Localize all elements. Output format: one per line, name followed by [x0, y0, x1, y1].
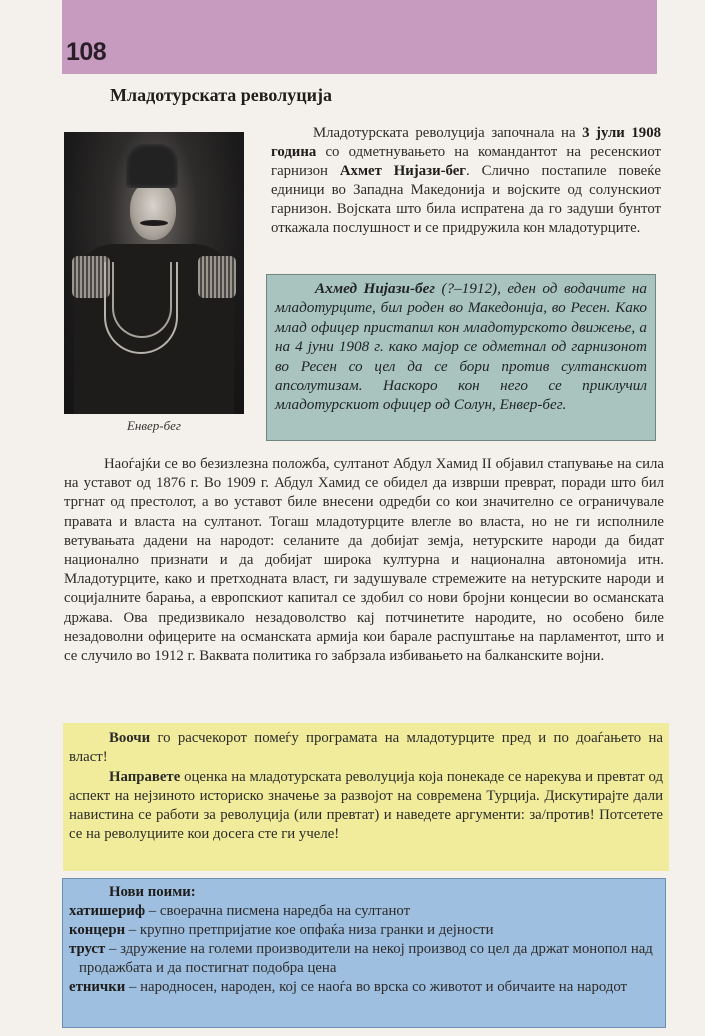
intro-paragraph — [271, 124, 661, 238]
photo-epaulet-right — [198, 256, 236, 298]
portrait-photo-icon — [64, 132, 244, 414]
section-title: Младотурската револуција — [110, 85, 332, 105]
task-item — [69, 729, 663, 768]
term-item — [69, 940, 659, 978]
photo-aiguillette-inner — [112, 262, 172, 338]
photo-caption: Енвер-бег — [126, 418, 181, 433]
photo-fez-hat — [126, 144, 178, 188]
term-word: етнички — [69, 979, 126, 995]
term-item — [69, 902, 659, 921]
main-paragraph: Наоѓајќи се во безизлезна положба, султанот Абдул Хамид II објавил стапување на сила на уставот од 1876 г. Во 1909 г. Абдул Хамид се обидел да изврши преврат, поради што бил тргнат од престолот, а во уставот биле внесени одредби со кои значително се ограничувале правата и власта на султанот. Тогаш младотурците влегле во власта, но не ги исполниле ветувањата дадени на народот: селаните да добијат земја, нетурските народи да бидат национално признати и да добијат широка културна и национална автономија итн. Младотурците, како и претходната власт, ги задушувале стремежите на нетурските народи и социјалните барања, а европскиот капитал се здобил со нови бројни концесии во османската држава. Ова предизвикало незадоволство кај потчинетите народите, но особено биле незадоволни офицерите на османската армија кои барале распуштање на парламентот, што и се случило во 1912 г. Ваквата политика го забрзала избивањето на балканските војни. — [64, 456, 664, 665]
term-word: концерн — [69, 922, 126, 938]
task-text: го расчекорот помеѓу програмата на младотурците пред и по доаѓањето на власт! — [69, 730, 663, 766]
biography-box — [266, 274, 656, 441]
task-keyword: Направете — [109, 768, 181, 785]
term-definition: – здружение на големи производители на некој производ со цел да држат монопол над продажбата и да постигнат подобра цена — [79, 941, 653, 976]
task-keyword: Воочи — [109, 730, 151, 746]
task-box — [63, 723, 669, 871]
biography-text — [275, 279, 647, 415]
biography-name: Ахмед Нијази-бег — [315, 280, 435, 297]
photo-face — [130, 182, 176, 240]
term-word: труст — [69, 941, 106, 957]
page-number: 108 — [66, 38, 107, 66]
term-word: хатишериф — [69, 903, 146, 919]
new-terms-title: Нови поими: — [109, 884, 196, 900]
biography-body: (?–1912), еден од водачите на младотурците, бил роден во Македонија, во Ресен. Како млад офицер пристапил кон младотурското движење, а на 4 јуни 1908 г. како мајор се одметнал од гарнизонот во Ресен со цел да се бори против султанскиот апсолутизам. Наскоро кон него се приклучил младотурскиот офицер од Солун, Енвер-бег. — [275, 280, 647, 414]
task-item — [69, 768, 663, 845]
term-definition: – своерачна писмена наредба на султанот — [145, 903, 411, 919]
term-definition: – крупно претпријатие кое опфаќа низа гранки и дејности — [125, 922, 494, 938]
intro-text-3: . Слично постапиле повеќе единици во Западна Македонија и војските од солунскиот гарнизон. Војската што била испратена да го задуши бунтот откажала послушност и се придружила кон младотурците. — [271, 163, 661, 236]
term-definition: – народносен, народен, кој се наоѓа во врска со животот и обичаите на народот — [125, 979, 628, 995]
photo-moustache — [140, 220, 168, 226]
intro-text-1: Младотурската револуција започнала на — [313, 125, 583, 141]
intro-text-2: со одметнувањето на командантот на ресенскиот гарнизон — [271, 144, 661, 179]
intro-date: 3 јули 1908 година — [271, 125, 661, 160]
term-item — [69, 921, 659, 940]
intro-name: Ахмет Нијази-бег — [339, 163, 467, 179]
new-terms-box — [62, 878, 666, 1028]
term-item — [69, 978, 659, 997]
task-text: оценка на младотурската револуција која понекаде се нарекува и превтат од аспект на нејзиното историско значење за развојот на современа Турција. Дискутирајте дали навистина се работи за револуција (или превтат) и наведете аргументи: за/против! Потсетете се на револуциите кои досега сте ги учеле! — [69, 768, 663, 843]
page-header-band — [62, 0, 657, 74]
